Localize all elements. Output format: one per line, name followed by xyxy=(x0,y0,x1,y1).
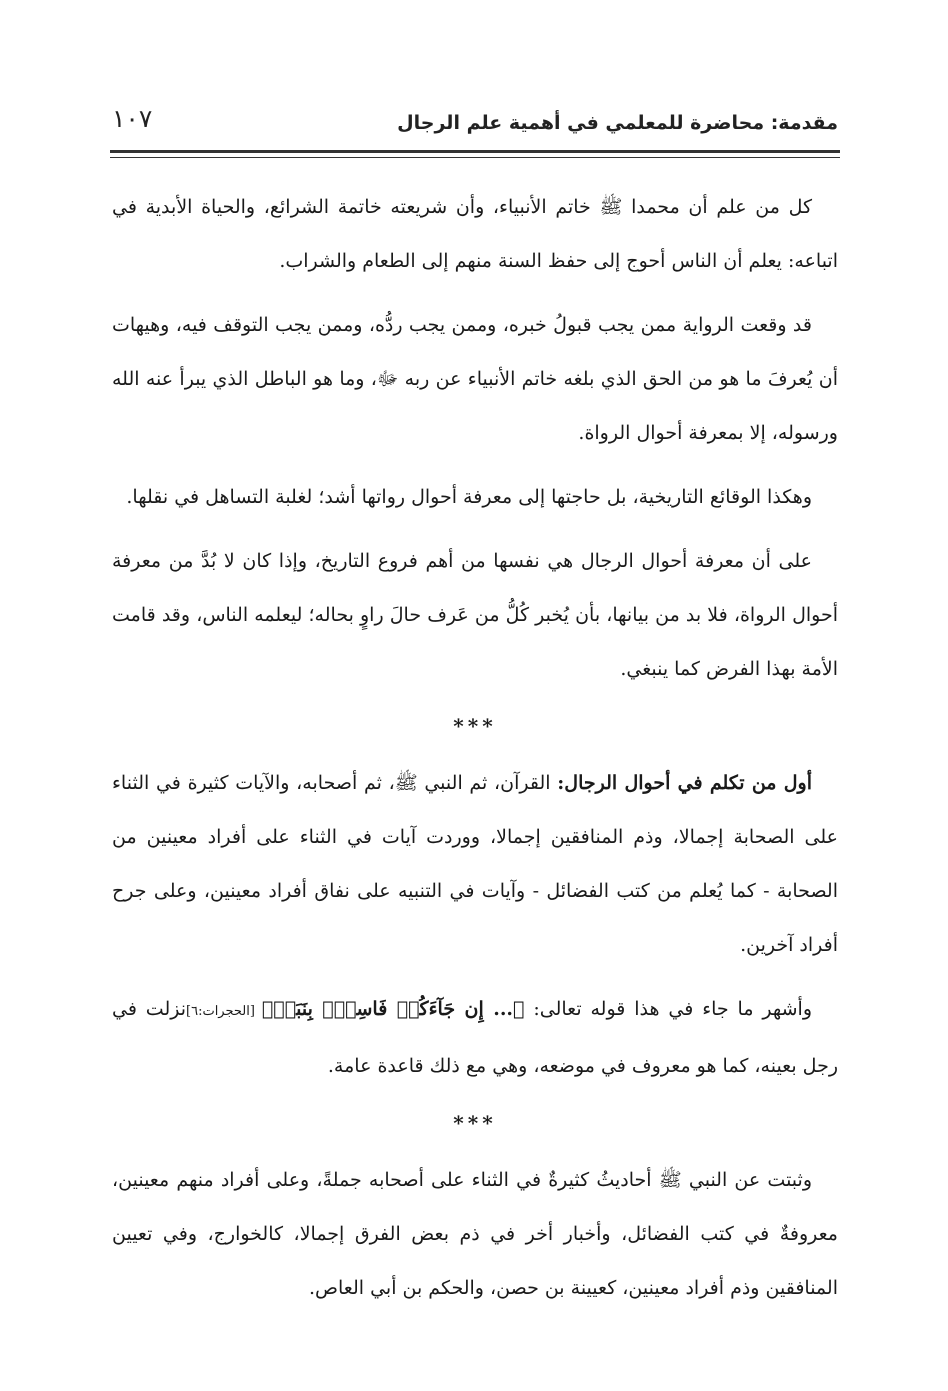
page-number: ١٠٧ xyxy=(112,104,153,133)
paragraph-5-lead: أول من تكلم في أحوال الرجال: xyxy=(557,772,813,794)
paragraph-1: كل من علم أن محمدا ﷺ خاتم الأنبياء، وأن شريعته خاتمة الشرائع، والحياة الأبدية في اتباعه: يعلم أن الناس أحوج إلى حفظ السنة منهم إلى الطعام والشراب. xyxy=(112,196,838,272)
paragraph-5-text: القرآن، ثم النبي ﷺ، ثم أصحابه، والآيات كثيرة في الثناء على الصحابة إجمالا، وذم المنافقين إجمالا، ووردت آيات في الثناء على أفراد معينين من الصحابة - كما يُعلم من كتب الفضائل - وآيات في التنبيه على نفاق أفراد معينين، وعلى جرح أفراد آخرين. xyxy=(112,772,838,956)
header-rule-thin xyxy=(110,157,840,158)
paragraph-6-intro: وأشهر ما جاء في هذا قوله تعالى: xyxy=(524,998,812,1020)
section-separator: *** xyxy=(453,1111,497,1135)
paragraph-2: قد وقعت الرواية ممن يجب قبولُ خبره، وممن يجب ردُّه، وممن يجب التوقف فيه، وهيهات أن يُعرفَ ما هو من الحق الذي بلغه خاتم الأنبياء عن ربه ﷻ، وما هو الباطل الذي يبرأ عنه الله ورسوله، إلا بمعرفة أحوال الرواة. xyxy=(112,314,838,444)
paragraph-6 xyxy=(112,982,838,1093)
paragraph-7: وثبتت عن النبي ﷺ أحاديثُ كثيرةٌ في الثناء على أصحابه جملةً، وعلى أفراد منهم معينين، معروفةٌ في كتب الفضائل، وأخبار أخر في ذم بعض الفرق إجمالا، كالخوارج، وفي تعيين المنافقين وذم أفراد معينين، كعيينة بن حصن، والحكم بن أبي العاص. xyxy=(112,1169,838,1299)
paragraph-3: وهكذا الوقائع التاريخية، بل حاجتها إلى معرفة أحوال رواتها أشد؛ لغلبة التساهل في نقلها. xyxy=(126,486,812,508)
paragraph-4: على أن معرفة أحوال الرجال هي نفسها من أهم فروع التاريخ، وإذا كان لا بُدَّ من معرفة أحوال الرواة، فلا بد من بيانها، بأن يُخبر كُلُّ من عَرف حالَ راوٍ بحاله؛ ليعلمه الناس، وقد قامت الأمة بهذا الفرض كما ينبغي. xyxy=(112,550,838,680)
page-header xyxy=(112,104,838,144)
paragraph-6-text: نزلت في رجل بعينه، كما هو معروف في موضعه، وهي مع ذلك قاعدة عامة. xyxy=(112,998,838,1077)
header-rule-thick xyxy=(110,150,840,153)
paragraph-5 xyxy=(112,756,838,972)
body-text xyxy=(112,180,838,1325)
section-separator: *** xyxy=(453,714,497,738)
verse-citation: [الحجرات:٦] xyxy=(186,1004,262,1019)
running-title: مقدمة: محاضرة للمعلمي في أهمية علم الرجال xyxy=(397,112,838,134)
quran-verse: ﴿... إِن جَآءَكُمۡ فَاسِقُۢ بِنَبَإٖ﴾ xyxy=(261,998,525,1020)
